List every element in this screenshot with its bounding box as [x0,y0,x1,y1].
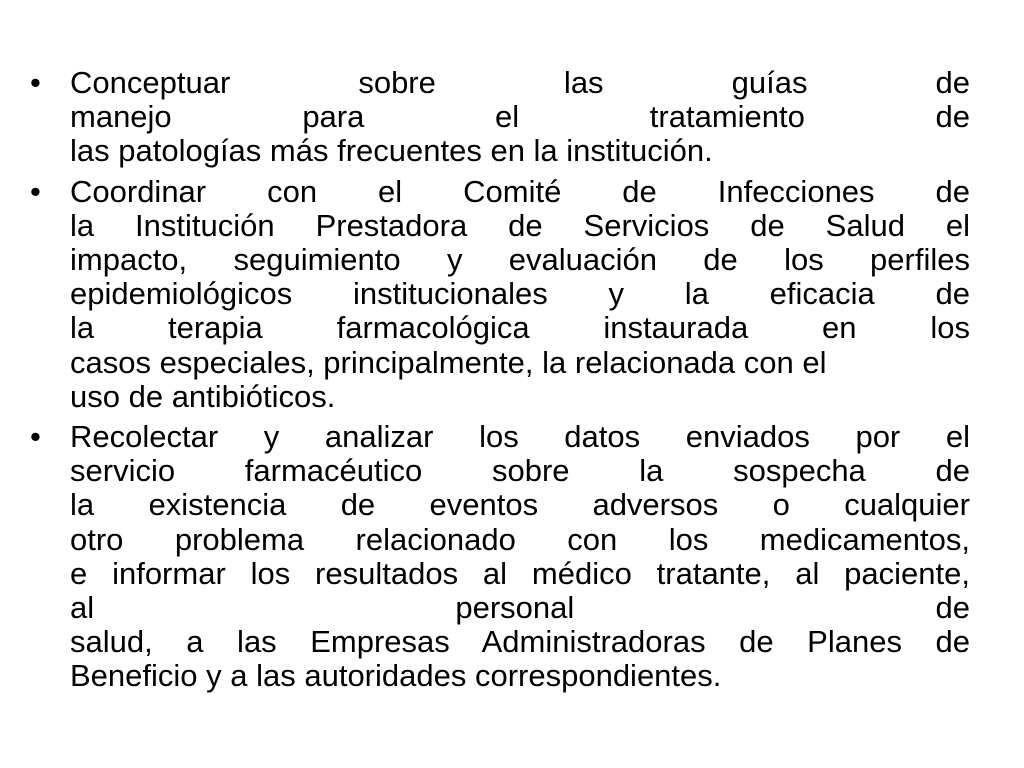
text-line: servicio farmacéutico sobre la sospecha de [70,453,970,489]
text-line: al personal de [70,590,970,626]
bullet-text [70,420,970,694]
text-line: Recolectar y analizar los datos enviados por el [70,419,970,455]
text-line: otro problema relacionado con los medicamentos, [70,521,970,557]
bullet-dot-icon: • [30,419,41,455]
bullet-item-coordinar [30,175,970,414]
bullet-list [30,66,970,694]
bullet-text [70,175,970,414]
text-line: uso de antibióticos. [70,378,336,414]
bullet-item-conceptuar [30,66,970,169]
text-line: Conceptuar sobre las guías de [70,65,970,100]
text-line: e informar los resultados al médico tratante, al paciente, [70,555,970,591]
bullet-dot-icon: • [30,173,41,209]
text-line: la terapia farmacológica instaurada en los [70,310,970,346]
text-line: la Institución Prestadora de Servicios de Salud el [70,207,970,243]
text-line: Coordinar con el Comité de Infecciones de [70,173,970,209]
bullet-item-recolectar [30,420,970,694]
text-line: la existencia de eventos adversos o cualquier [70,487,970,523]
text-line: epidemiológicos institucionales y la eficacia de [70,276,970,312]
bullet-text [70,66,970,169]
text-line: salud, a las Empresas Administradoras de Planes de [70,624,970,660]
text-line: Beneficio y a las autoridades correspondientes. [70,658,722,694]
text-line: las patologías más frecuentes en la institución. [70,133,713,169]
text-line: manejo para el tratamiento de [70,99,970,135]
bullet-dot-icon: • [30,65,41,100]
text-line: casos especiales, principalmente, la relacionada con el [70,344,827,380]
text-line: impacto, seguimiento y evaluación de los perfiles [70,242,970,278]
